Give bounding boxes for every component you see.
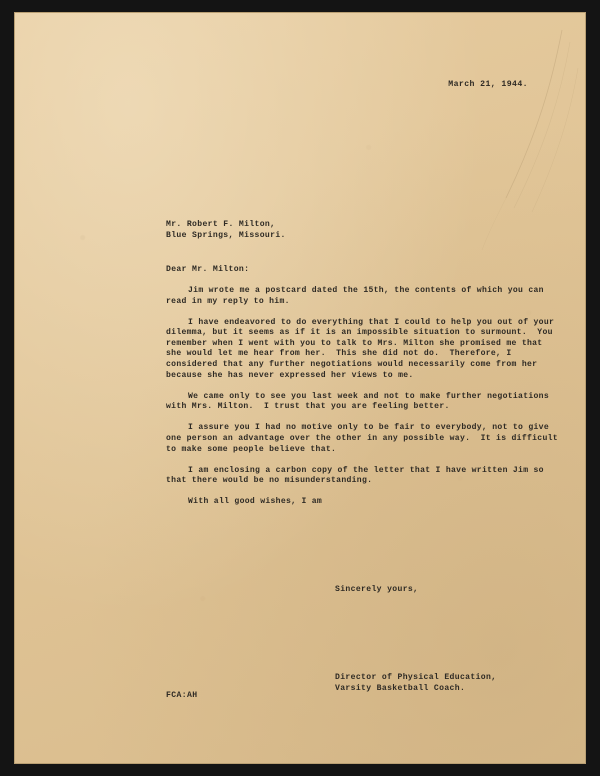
letter-date: March 21, 1944.: [448, 80, 528, 89]
letter-page: [14, 12, 586, 764]
recipient-address: [166, 220, 286, 241]
signature-title-line-2: Varsity Basketball Coach.: [335, 683, 466, 693]
signature-title-block: [335, 673, 496, 694]
body-paragraph: Jim wrote me a postcard dated the 15th, the contents of which you can read in my reply to him.: [166, 286, 550, 306]
body-paragraph: I am enclosing a carbon copy of the letter that I have written Jim so that there would be no misunderstanding.: [166, 465, 550, 486]
signature-title-line-1: Director of Physical Education,: [335, 673, 497, 682]
body-paragraph: I assure you I had no motive only to be fair to everybody, not to give one person an advantage over the other in any possible way. It is difficult to make some people believe that.: [166, 423, 564, 454]
body-paragraph: We came only to see you last week and not to make further negotiations with Mrs. Milton. I trust that you are feeling better.: [166, 391, 555, 412]
body-paragraph: With all good wishes, I am: [188, 497, 323, 507]
salutation: Dear Mr. Milton:: [166, 265, 250, 274]
typist-initials: FCA:AH: [166, 691, 198, 700]
body-paragraph: I have endeavored to do everything that I could to help you out of your dilemma, but it seems as if it is an impossible situation to surmount. You remember when I went with you to talk to Mrs. Milton she promised me that she would let me hear from her. This she did not do. Therefore, I considered that any further negotiations would necessarily come from her because she has never expressed her views to me.: [166, 317, 560, 380]
letter-body: [166, 286, 564, 519]
recipient-city-state: Blue Springs, Missouri.: [166, 230, 286, 240]
recipient-name: Mr. Robert F. Milton,: [166, 220, 276, 229]
closing-line: Sincerely yours,: [335, 585, 419, 594]
letter-text-layer: [14, 12, 586, 764]
